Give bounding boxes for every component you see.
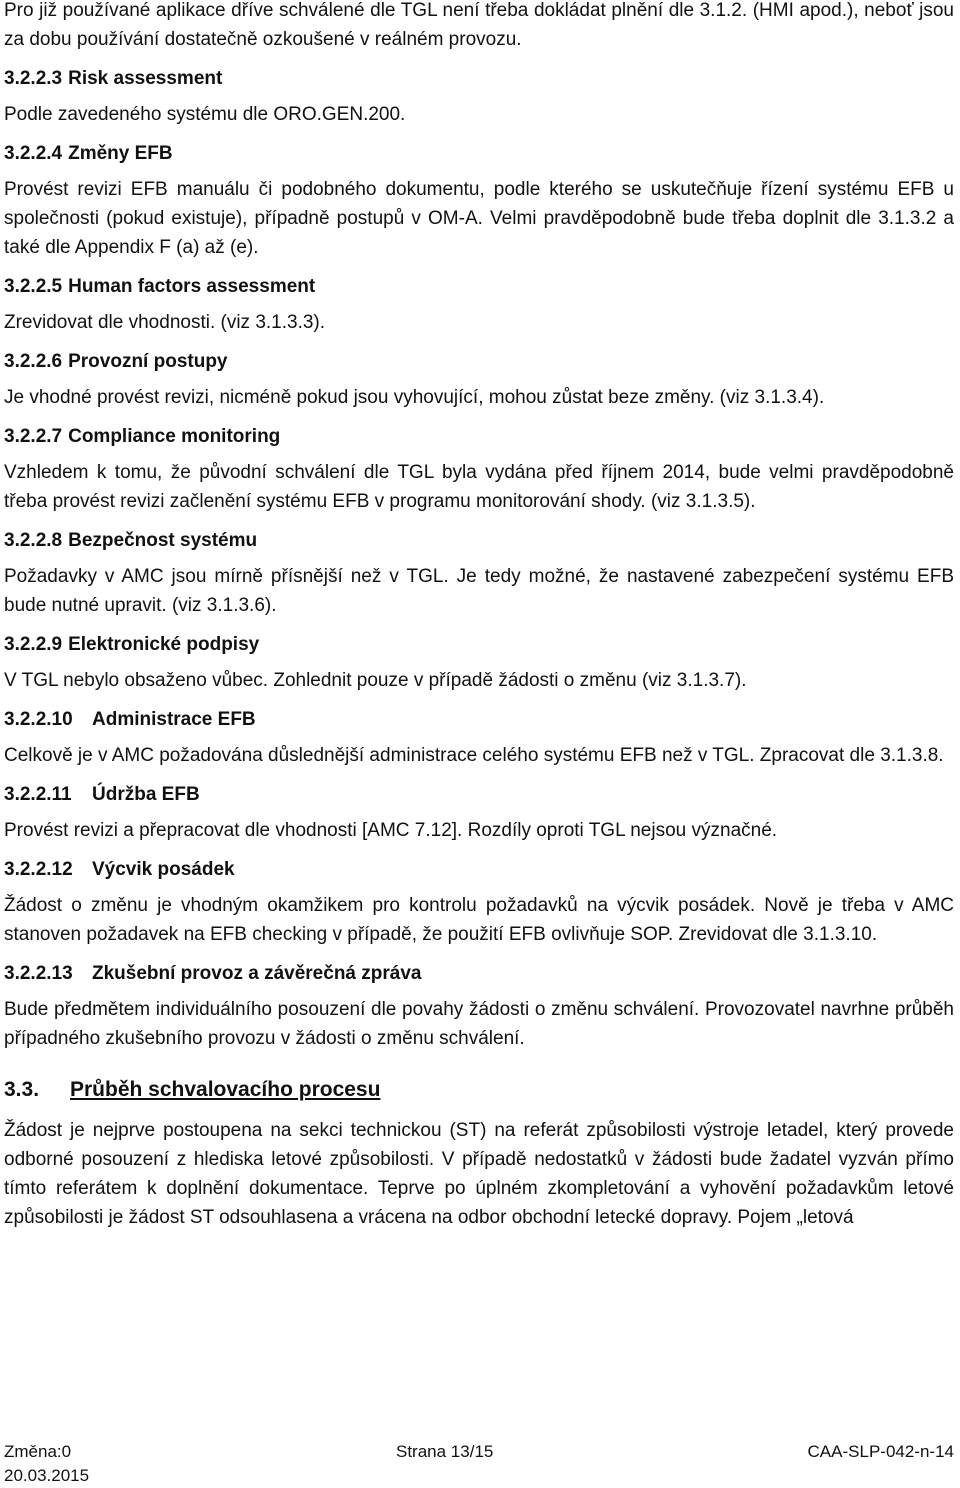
section-title: Human factors assessment (68, 276, 316, 297)
section-text: Celkově je v AMC požadována důslednější administrace celého systému EFB než v TGL. Zpracovat dle 3.1.3.8. (4, 745, 944, 766)
section-text: Žádost o změnu je vhodným okamžikem pro kontrolu požadavků na výcvik posádek. Nově je třeba v AMC stanoven požadavek na EFB checking v případě, že použití EFB ovlivňuje SOP. Zrevidovat dle 3.1.3.10. (4, 895, 954, 945)
footer-document-id: CAA-SLP-042-n-14 (807, 1442, 954, 1461)
section-number: 3.2.2.9 (4, 634, 63, 655)
section-text: Požadavky v AMC jsou mírně přísnější než v TGL. Je tedy možné, že nastavené zabezpečení systému EFB bude nutné upravit. (viz 3.1.3.6). (4, 566, 954, 616)
section-heading (4, 422, 954, 451)
section-title: Administrace EFB (92, 709, 256, 730)
section-text: Bude předmětem individuálního posouzení dle povahy žádosti o změnu schválení. Provozovatel navrhne průběh případného zkušebního provozu v žádosti o změnu schválení. (4, 999, 954, 1049)
section-text: Provést revizi EFB manuálu či podobného dokumentu, podle kterého se uskutečňuje řízení systému EFB u společnosti (pokud existuje), případně postupů v OM-A. Velmi pravděpodobně bude třeba doplnit dle 3.1.3.2 a také dle Appendix F (a) až (e). (4, 179, 954, 258)
document-page (4, 0, 954, 1232)
footer-date: 20.03.2015 (4, 1466, 90, 1485)
section-title: Bezpečnost systému (68, 530, 258, 551)
section-heading (4, 780, 954, 809)
section-number: 3.2.2.10 (4, 709, 73, 730)
section-text: Podle zavedeného systému dle ORO.GEN.200. (4, 104, 406, 125)
section-heading (4, 959, 954, 988)
section-text: Je vhodné provést revizi, nicméně pokud jsou vyhovující, mohou zůstat beze změny. (viz 3.1.3.4). (4, 387, 825, 408)
section-heading (4, 64, 954, 93)
section-heading (4, 139, 954, 168)
section-title: Změny EFB (68, 143, 173, 164)
section-heading (4, 272, 954, 301)
chapter-text: Žádost je nejprve postoupena na sekci technickou (ST) na referát způsobilosti výstroje letadel, který provede odborné posouzení z hlediska letové způsobilosti. V případě nedostatků v žádosti bude žadatel vyzván přímo tímto referátem k doplnění dokumentace. Teprve po úplném zkompletování a vyhovění požadavkům letové způsobilosti je žádost ST odsouhlasena a vrácena na odbor obchodní letecké dopravy. Pojem „letová (4, 1120, 954, 1228)
footer-change-info (4, 1440, 89, 1488)
section-heading (4, 347, 954, 376)
section-number: 3.2.2.5 (4, 276, 63, 297)
section-number: 3.2.2.13 (4, 963, 73, 984)
section-text: Vzhledem k tomu, že původní schválení dle TGL byla vydána před říjnem 2014, bude velmi pravděpodobně třeba provést revizi začlenění systému EFB v programu monitorování shody. (viz 3.1.3.5). (4, 462, 954, 512)
section-number: 3.2.2.6 (4, 351, 63, 372)
footer-page-number: Strana 13/15 (396, 1442, 494, 1461)
section-title: Compliance monitoring (68, 426, 281, 447)
section-title: Údržba EFB (92, 784, 200, 805)
chapter-heading (4, 1075, 954, 1104)
section-title: Zkušební provoz a závěrečná zpráva (92, 963, 422, 984)
section-number: 3.2.2.12 (4, 859, 73, 880)
section-text: Zrevidovat dle vhodnosti. (viz 3.1.3.3). (4, 312, 326, 333)
footer-change: Změna:0 (4, 1442, 72, 1461)
section-heading (4, 855, 954, 884)
section-number: 3.2.2.11 (4, 784, 72, 805)
chapter-number: 3.3. (4, 1078, 40, 1101)
section-text: V TGL nebylo obsaženo vůbec. Zohlednit pouze v případě žádosti o změnu (viz 3.1.3.7). (4, 670, 747, 691)
section-title: Risk assessment (68, 68, 223, 89)
section-number: 3.2.2.4 (4, 143, 63, 164)
section-number: 3.2.2.8 (4, 530, 63, 551)
section-number: 3.2.2.7 (4, 426, 63, 447)
section-heading (4, 705, 954, 734)
section-title: Elektronické podpisy (68, 634, 260, 655)
section-text: Provést revizi a přepracovat dle vhodnosti [AMC 7.12]. Rozdíly oproti TGL nejsou význačné. (4, 820, 778, 841)
section-heading (4, 526, 954, 555)
chapter-title: Průběh schvalovacího procesu (70, 1078, 381, 1101)
section-heading (4, 630, 954, 659)
section-number: 3.2.2.3 (4, 68, 63, 89)
intro-paragraph: Pro již používané aplikace dříve schválené dle TGL není třeba dokládat plnění dle 3.1.2. (HMI apod.), neboť jsou za dobu používání dostatečně ozkoušené v reálném provozu. (4, 0, 954, 50)
section-title: Výcvik posádek (92, 859, 235, 880)
section-title: Provozní postupy (68, 351, 228, 372)
